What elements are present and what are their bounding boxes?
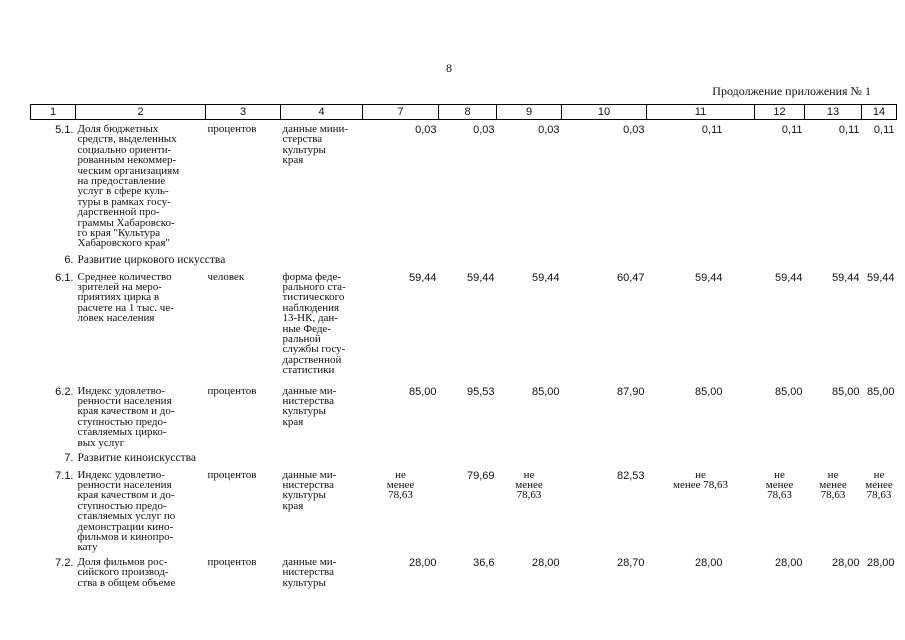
value-col-11: 85,00 — [694, 385, 723, 398]
value-col-11: 28,00 — [694, 556, 723, 569]
section-number: 7. — [64, 451, 74, 464]
section-number: 6. — [64, 253, 74, 266]
row-number: 5.1. — [55, 124, 74, 136]
value-col-10: 82,53 — [616, 469, 645, 482]
section-row — [31, 254, 897, 268]
value-col-10: 60,47 — [616, 271, 645, 284]
header-row — [31, 105, 897, 120]
value-col-11: не менее 78,63 — [673, 468, 728, 491]
section-row — [31, 452, 897, 466]
col-header-12: 12 — [755, 105, 805, 120]
value-col-9: 0,03 — [538, 124, 560, 136]
table-row — [31, 553, 897, 593]
section-title: Развитие циркового искусства — [77, 253, 226, 266]
indicator-name: Индекс удовлетво- ренности населения края качеством и до- ступностью предо- ставляемых цирко- вых услуг — [77, 384, 175, 449]
value-col-10: 28,70 — [616, 556, 645, 569]
value-col-14: не менее 78,63 — [865, 468, 893, 501]
value-col-7: не менее 78,63 — [386, 468, 415, 501]
row-number: 7.1. — [55, 469, 74, 482]
col-header-14: 14 — [862, 105, 897, 120]
value-col-7: 0,03 — [415, 124, 437, 136]
row-number: 6.2. — [55, 385, 74, 398]
appendix-continuation-note: Продолжение приложения № 1 — [712, 84, 871, 98]
value-col-10: 0,03 — [623, 124, 645, 136]
data-source: данные ми- нистерства культуры края — [282, 468, 337, 512]
section-title: Развитие киноискусства — [77, 451, 196, 464]
col-header-8: 8 — [439, 105, 497, 120]
col-header-11: 11 — [647, 105, 755, 120]
value-col-9: не менее 78,63 — [515, 468, 543, 501]
page-number: 8 — [446, 61, 452, 75]
value-col-8: 0,03 — [473, 124, 495, 136]
col-header-3: 3 — [206, 105, 281, 120]
value-col-12: 85,00 — [774, 385, 803, 398]
table-row — [31, 268, 897, 382]
col-header-7: 7 — [363, 105, 439, 120]
table-row — [31, 382, 897, 452]
col-header-2: 2 — [76, 105, 206, 120]
indicator-name: Доля бюджетных средств, выделенных социально ориенти- рованным некоммер- ческим организациям на предоставление услуг в сфере куль- туры в рамках госу- дарственной про- граммы Хабаровско- го края "Культура Хабаровского края" — [77, 123, 180, 250]
value-col-9: 28,00 — [531, 556, 560, 569]
value-col-9: 59,44 — [531, 271, 560, 284]
value-col-7: 59,44 — [408, 271, 437, 284]
value-col-7: 85,00 — [408, 385, 437, 398]
unit: процентов — [207, 384, 257, 397]
value-col-14: 85,00 — [866, 385, 895, 398]
col-header-13: 13 — [805, 105, 862, 120]
value-col-9: 85,00 — [531, 385, 560, 398]
indicator-name: Среднее количество зрителей на меро- приятиях цирка в расчете на 1 тыс. че- ловек населения — [77, 270, 174, 325]
value-col-14: 0,11 — [873, 124, 895, 136]
data-source: данные мини- стерства культуры края — [282, 123, 349, 167]
unit: человек — [207, 270, 245, 283]
value-col-13: не менее 78,63 — [819, 468, 847, 501]
indicators-table — [30, 104, 897, 593]
indicator-name: Индекс удовлетво- ренности населения края качеством и до- ступностью предо- ставляемых услуг по демонстрации кино- фильмов и кинопро- кату — [77, 468, 176, 554]
value-col-14: 59,44 — [866, 271, 895, 284]
value-col-8: 79,69 — [466, 469, 495, 482]
col-header-10: 10 — [562, 105, 647, 120]
indicator-name: Доля фильмов рос- сийского производ- ства в общем объеме — [77, 555, 176, 589]
value-col-12: 59,44 — [774, 271, 803, 284]
value-col-12: 0,11 — [781, 124, 803, 136]
value-col-12: не менее 78,63 — [765, 468, 794, 501]
unit: процентов — [207, 123, 257, 135]
value-col-10: 87,90 — [616, 385, 645, 398]
value-col-12: 28,00 — [774, 556, 803, 569]
col-header-1: 1 — [31, 105, 76, 120]
value-col-8: 36,6 — [473, 556, 495, 569]
value-col-8: 95,53 — [466, 385, 495, 398]
data-source: данные ми- нистерства культуры — [282, 555, 337, 589]
value-col-13: 85,00 — [831, 385, 860, 398]
unit: процентов — [207, 468, 257, 481]
col-header-9: 9 — [497, 105, 562, 120]
value-col-14: 28,00 — [866, 556, 895, 569]
value-col-8: 59,44 — [466, 271, 495, 284]
row-number: 7.2. — [55, 556, 74, 569]
unit: процентов — [207, 555, 257, 568]
data-source: данные ми- нистерства культуры края — [282, 384, 337, 428]
row-number: 6.1. — [55, 271, 74, 284]
table-row — [31, 120, 897, 254]
col-header-4: 4 — [281, 105, 363, 120]
value-col-11: 0,11 — [701, 124, 723, 136]
data-source: форма феде- рального ста- тистического наблюдения 13-НК, дан- ные Феде- ральной службы госу- дарственной статистики — [282, 270, 346, 377]
value-col-11: 59,44 — [694, 271, 723, 284]
value-col-13: 59,44 — [831, 271, 860, 284]
value-col-13: 28,00 — [831, 556, 860, 569]
value-col-7: 28,00 — [408, 556, 437, 569]
value-col-13: 0,11 — [838, 124, 860, 136]
table-row — [31, 466, 897, 553]
